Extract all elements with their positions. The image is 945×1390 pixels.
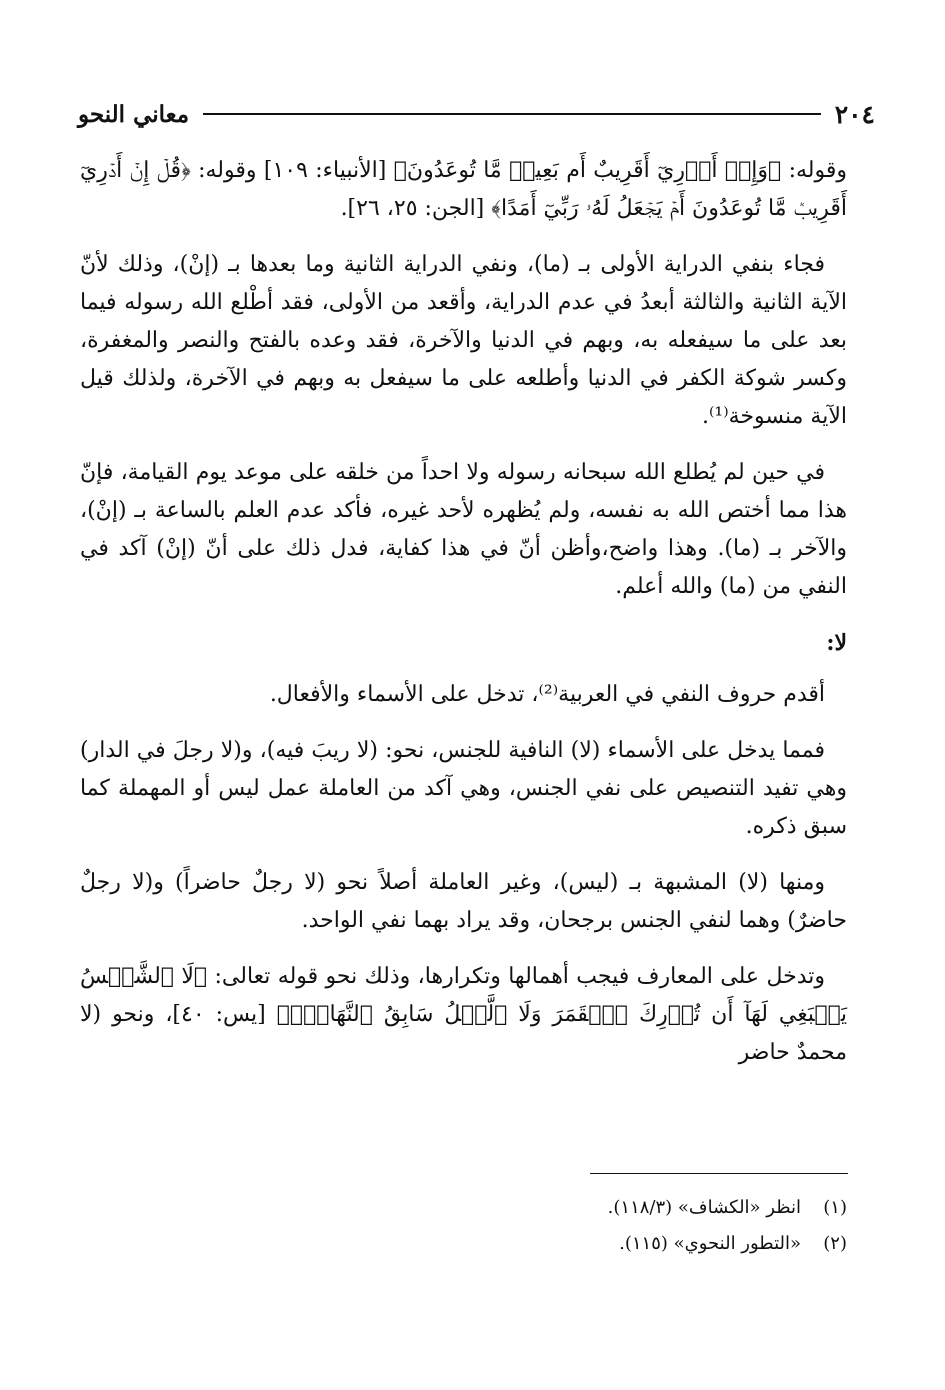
footnote (80, 1190, 847, 1226)
paragraph: فمما يدخل على الأسماء (لا) النافية للجنس، نحو: (لا ريبَ فيه)، و(لا رجلَ في الدار) وهي تفيد التنصيص على نفي الجنس، وهي آكد من العاملة عمل ليس أو المهملة كما سبق ذكره. (80, 738, 847, 839)
paragraph: وتدخل على المعارف فيجب أهمالها وتكرارها، وذلك نحو قوله تعالى: ﴿لَا ٱلشَّمۡسُ يَنۢبَغِي لَهَآ أَن تُدۡرِكَ ٱلۡقَمَرَ وَلَا ٱلَّيۡلُ سَابِقُ ٱلنَّهَارِۚ﴾ [يس: ٤٠]، ونحو (لا محمدٌ حاضر (80, 964, 847, 1065)
paragraph: في حين لم يُطلع الله سبحانه رسوله ولا احداً من خلقه على موعد يوم القيامة، فإنّ هذا مما أختص الله به نفسه، ولم يُظهره لأحد غيره، فأكد عدم العلم بالساعة بـ (إنْ)، والآخر بـ (ما). وهذا واضح،وأظن أنّ في هذا كفاية، فدل ذلك على أنّ (إنْ) آكد في النفي من (ما) والله أعلم. (80, 460, 847, 599)
page-number: ٢٠٤ (834, 99, 875, 129)
footnote-text: انظر «الكشاف» (١١٨/٣). (607, 1197, 801, 1218)
footnote-number: (٢) (823, 1233, 847, 1254)
paragraph: أقدم حروف النفي في العربية⁽²⁾، تدخل على الأسماء والأفعال. (269, 682, 825, 707)
footnote-separator (590, 1173, 848, 1174)
section-heading: لا: (826, 630, 847, 656)
footnotes (80, 1190, 847, 1262)
header-rule (203, 113, 821, 115)
page-header (78, 94, 875, 134)
running-title: معاني النحو (78, 100, 190, 128)
main-text (80, 152, 847, 1090)
footnote-text: «التطور النحوي» (١١٥). (619, 1233, 801, 1254)
footnote (80, 1226, 847, 1262)
paragraph: ومنها (لا) المشبهة بـ (ليس)، وغير العاملة أصلاً نحو (لا رجلٌ حاضراً) و(لا رجلٌ حاضرٌ) وهما لنفي الجنس برجحان، وقد يراد بهما نفي الواحد. (80, 870, 847, 933)
footnote-number: (١) (823, 1197, 847, 1218)
paragraph: فجاء بنفي الدراية الأولى بـ (ما)، ونفي الدراية الثانية وما بعدها بـ (إنْ)، وذلك لأنّ الآية الثانية والثالثة أبعدُ في عدم الدراية، وأقعد من الأولى، فقد أطْلع الله رسوله فيما بعد على ما سيفعله به، وبهم في الدنيا والآخرة، فقد وعده بالفتح والنصر والمغفرة، وكسر شوكة الكفر في الدنيا وأطلعه على ما سيفعل به وبهم في الآخرة، ولذلك قيل الآية منسوخة⁽¹⁾. (80, 252, 847, 429)
paragraph: وقوله: ﴿وَإِنۡ أَدۡرِيٓ أَقَرِيبٌ أَم بَعِيدٞ مَّا تُوعَدُونَ﴾ [الأنبياء: ١٠٩] وقوله: ﴿قُلۡ إِنۡ أَدۡرِيٓ أَقَرِيبٞ مَّا تُوعَدُونَ أَمۡ يَجۡعَلُ لَهُۥ رَبِّيٓ أَمَدًا﴾ [الجن: ٢٥، ٢٦]. (80, 158, 847, 221)
